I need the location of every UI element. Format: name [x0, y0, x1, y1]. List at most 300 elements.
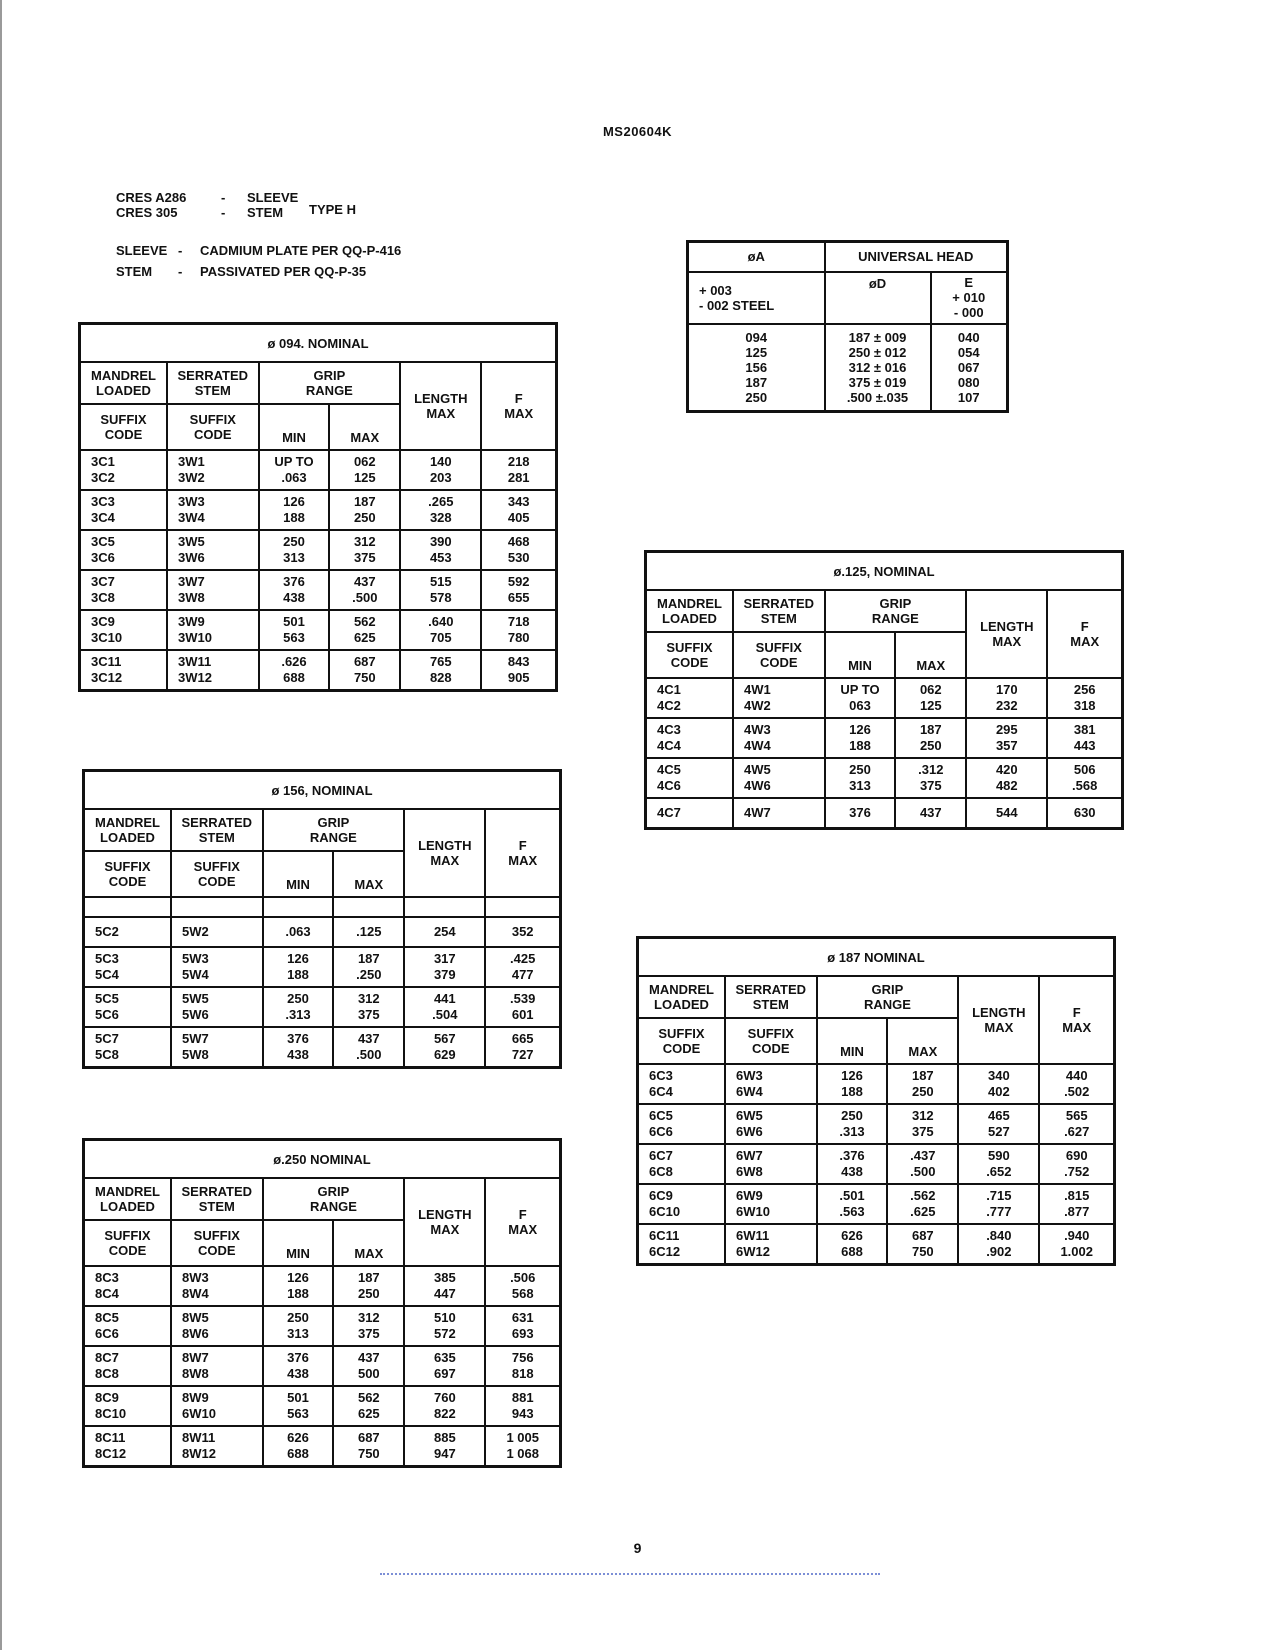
- grip-max: [333, 1306, 404, 1346]
- cell-line: 437: [919, 805, 942, 820]
- grip-min: [263, 1426, 334, 1467]
- cell-line: 8C9: [95, 1390, 119, 1405]
- hdr-code: CODE: [108, 1243, 147, 1258]
- mandrel-code: [646, 718, 733, 758]
- hdr-max: MAX: [329, 404, 400, 450]
- hdr-f-1: F: [518, 1207, 527, 1222]
- table-row: [84, 987, 561, 1027]
- table-row: [80, 570, 557, 610]
- cell-line: .376: [839, 1148, 865, 1163]
- grip-max: [895, 678, 966, 718]
- e-value: 054: [957, 344, 980, 360]
- cell-line: 6C9: [649, 1188, 673, 1203]
- cell-line: 905: [507, 670, 530, 685]
- cell-line: 818: [511, 1366, 534, 1381]
- cell-line: 6C4: [649, 1084, 673, 1099]
- length-max: [400, 570, 481, 610]
- finish-row-stem: [116, 261, 401, 282]
- document-id: MS20604K: [602, 124, 673, 139]
- cell-line: 295: [995, 722, 1018, 737]
- cell-line: 254: [433, 924, 456, 939]
- cell-line: 1 005: [506, 1430, 539, 1445]
- hdr-suffix: SUFFIX: [104, 1228, 151, 1243]
- stem-code: [167, 450, 259, 490]
- grip-min: [259, 610, 330, 650]
- finish-part: SLEEVE: [116, 243, 168, 258]
- cell-line: 6C3: [649, 1068, 673, 1083]
- cell-line: 515: [429, 574, 452, 589]
- head-col-d: øD: [825, 272, 931, 324]
- finish-spec: PASSIVATED PER QQ-P-35: [200, 264, 367, 279]
- cell-line: 187: [911, 1068, 934, 1083]
- material-part: STEM: [247, 205, 284, 220]
- table-row: [84, 1426, 561, 1467]
- cell-line: .640: [428, 614, 454, 629]
- cell-line: .425: [510, 951, 536, 966]
- mandrel-code: [84, 1266, 171, 1306]
- cell-line: 3W7: [177, 574, 205, 589]
- head-universal: UNIVERSAL HEAD: [825, 242, 1008, 272]
- cell-line: 375: [357, 1007, 380, 1022]
- table-row: [638, 1104, 1115, 1144]
- hdr-mandrel-1: MANDREL: [90, 368, 156, 383]
- cell-line: 1.002: [1060, 1244, 1093, 1259]
- cell-line: 562: [353, 614, 376, 629]
- cell-line: 187: [357, 1270, 380, 1285]
- length-max: [404, 917, 485, 947]
- table-title: ø 094. NOMINAL: [80, 324, 557, 363]
- cell-line: 626: [287, 1430, 309, 1445]
- cell-line: 8W11: [181, 1430, 216, 1445]
- cell-line: 187: [353, 494, 376, 509]
- hdr-length-2: MAX: [984, 1020, 1014, 1035]
- footer-rule: [380, 1573, 880, 1575]
- length-max: [966, 798, 1047, 829]
- cell-line: .500: [356, 1047, 382, 1062]
- cell-line: 8C10: [95, 1406, 127, 1421]
- cell-line: 125: [353, 470, 376, 485]
- cell-line: 750: [357, 1446, 380, 1461]
- hdr-code: CODE: [194, 427, 232, 442]
- cell-line: 126: [841, 1068, 863, 1083]
- cell-line: 188: [287, 1286, 309, 1301]
- cell-line: 232: [995, 698, 1018, 713]
- cell-line: 8W7: [181, 1350, 209, 1365]
- cell-line: .502: [1064, 1084, 1090, 1099]
- hdr-min: MIN: [263, 851, 334, 897]
- cell-line: 6W12: [735, 1244, 770, 1259]
- hdr-suffix-stem: [171, 1220, 263, 1266]
- cell-line: 438: [287, 1366, 309, 1381]
- hdr-mandrel: [84, 809, 171, 851]
- grip-max: [329, 610, 400, 650]
- cell-line: 8C3: [95, 1270, 119, 1285]
- cell-line: 062: [919, 682, 942, 697]
- grip-max: [895, 718, 966, 758]
- hdr-length: [966, 590, 1047, 678]
- stem-code: [171, 1386, 263, 1426]
- stem-code: [167, 490, 259, 530]
- hdr-grip-1: GRIP: [313, 368, 346, 383]
- cell-line: 376: [283, 574, 305, 589]
- grip-max: [333, 987, 404, 1027]
- head-e-values: [931, 324, 1008, 412]
- length-max: [404, 947, 485, 987]
- cell-line: .625: [910, 1204, 936, 1219]
- cell-line: 381: [1073, 722, 1096, 737]
- f-max: [485, 1027, 560, 1068]
- cell-line: 6W3: [735, 1068, 763, 1083]
- cell-line: 8C7: [95, 1350, 119, 1365]
- f-max: [1039, 1104, 1114, 1144]
- cell-line: .877: [1064, 1204, 1090, 1219]
- cell-line: .312: [918, 762, 944, 777]
- hdr-length: [958, 976, 1039, 1064]
- grip-min: [263, 1266, 334, 1306]
- grip-min: [263, 1346, 334, 1386]
- cell-line: 665: [511, 1031, 534, 1046]
- cell-line: 352: [511, 924, 534, 939]
- table-row: [646, 758, 1123, 798]
- cell-line: 312: [353, 534, 376, 549]
- stem-code: [171, 947, 263, 987]
- hdr-serrated-1: SERRATED: [177, 368, 249, 383]
- hdr-mandrel-1: MANDREL: [656, 596, 722, 611]
- cell-line: .568: [1072, 778, 1098, 793]
- cell-line: 6C6: [649, 1124, 673, 1139]
- hdr-f: [485, 809, 560, 897]
- table-row: [646, 678, 1123, 718]
- grip-min: [263, 1386, 334, 1426]
- material-sep: -: [221, 205, 226, 220]
- cell-line: 3W12: [177, 670, 212, 685]
- hdr-min: MIN: [825, 632, 896, 678]
- cell-line: .626: [281, 654, 307, 669]
- hdr-length-1: LENGTH: [418, 838, 472, 853]
- table-row: [638, 1144, 1115, 1184]
- table-row: [80, 610, 557, 650]
- cell-line: 379: [433, 967, 456, 982]
- grip-max: [887, 1144, 958, 1184]
- d-value: 250 ± 012: [848, 344, 907, 360]
- f-max: [1039, 1064, 1114, 1104]
- stem-code: [171, 987, 263, 1027]
- hdr-suffix: SUFFIX: [104, 859, 151, 874]
- spacer-cell: [404, 897, 485, 917]
- f-max: [1047, 798, 1122, 829]
- head-col-e: [931, 272, 1008, 324]
- mandrel-code: [84, 1306, 171, 1346]
- hdr-serrated-2: STEM: [198, 1199, 235, 1214]
- stem-code: [171, 1306, 263, 1346]
- cell-line: 437: [357, 1350, 380, 1365]
- f-max: [1047, 758, 1122, 798]
- f-max: [1039, 1144, 1114, 1184]
- cell-line: 6W10: [735, 1204, 770, 1219]
- table-row: [80, 450, 557, 490]
- length-max: [966, 758, 1047, 798]
- hdr-grip-1: GRIP: [871, 982, 904, 997]
- hdr-min: MIN: [263, 1220, 334, 1266]
- hdr-mandrel: [646, 590, 733, 632]
- stem-code: [733, 678, 825, 718]
- cell-line: 3C1: [91, 454, 115, 469]
- cell-line: 313: [287, 1326, 309, 1341]
- hdr-code: CODE: [198, 1243, 236, 1258]
- cell-line: 063: [849, 698, 871, 713]
- cell-line: 8W9: [181, 1390, 209, 1405]
- hdr-grip-1: GRIP: [317, 815, 350, 830]
- e-value: 040: [957, 329, 980, 345]
- cell-line: 8W4: [181, 1286, 209, 1301]
- hdr-f-1: F: [1072, 1005, 1081, 1020]
- cell-line: 126: [283, 494, 305, 509]
- hdr-suffix: SUFFIX: [747, 1026, 794, 1041]
- f-max: [485, 1306, 560, 1346]
- hdr-length-1: LENGTH: [980, 619, 1034, 634]
- cell-line: 567: [433, 1031, 456, 1046]
- cell-line: 405: [507, 510, 530, 525]
- f-max: [481, 450, 556, 490]
- mandrel-code: [638, 1144, 725, 1184]
- cell-line: 453: [429, 550, 452, 565]
- cell-line: 3W4: [177, 510, 205, 525]
- hdr-serrated: [167, 362, 259, 404]
- cell-line: 8C5: [95, 1310, 119, 1325]
- cell-line: 750: [353, 670, 376, 685]
- cell-line: 4C1: [657, 682, 681, 697]
- cell-line: 281: [507, 470, 530, 485]
- cell-line: 6C6: [95, 1326, 119, 1341]
- cell-line: 3W6: [177, 550, 205, 565]
- cell-line: 312: [911, 1108, 934, 1123]
- grip-max: [895, 758, 966, 798]
- cell-line: .500: [910, 1164, 936, 1179]
- hdr-f: [1047, 590, 1122, 678]
- cell-line: 203: [429, 470, 452, 485]
- cell-line: 3C4: [91, 510, 115, 525]
- mandrel-code: [638, 1064, 725, 1104]
- table-title: ø.250 NOMINAL: [84, 1140, 561, 1179]
- cell-line: 563: [283, 630, 305, 645]
- f-max: [481, 490, 556, 530]
- hdr-code: CODE: [662, 1041, 701, 1056]
- hdr-f: [481, 362, 556, 450]
- cell-line: 312: [357, 1310, 380, 1325]
- hdr-mandrel-1: MANDREL: [94, 1184, 160, 1199]
- cell-line: .313: [285, 1007, 311, 1022]
- grip-max: [333, 1426, 404, 1467]
- hdr-suffix: SUFFIX: [666, 640, 713, 655]
- grip-max: [329, 650, 400, 691]
- cell-line: 4W1: [743, 682, 771, 697]
- grip-max: [329, 490, 400, 530]
- cell-line: .313: [839, 1124, 865, 1139]
- hdr-grip-1: GRIP: [879, 596, 912, 611]
- grip-min: [817, 1144, 888, 1184]
- cell-line: 6C8: [649, 1164, 673, 1179]
- cell-line: 188: [841, 1084, 863, 1099]
- grip-max: [887, 1224, 958, 1265]
- cell-line: 3W8: [177, 590, 205, 605]
- cell-line: 256: [1073, 682, 1096, 697]
- cell-line: 5C8: [95, 1047, 119, 1062]
- stem-code: [725, 1144, 817, 1184]
- cell-line: 4W3: [743, 722, 771, 737]
- cell-line: .715: [986, 1188, 1012, 1203]
- hdr-code: CODE: [108, 874, 147, 889]
- cell-line: 5C7: [95, 1031, 119, 1046]
- cell-line: .562: [910, 1188, 936, 1203]
- cell-line: 8C8: [95, 1366, 119, 1381]
- rivet-type: TYPE H: [309, 202, 356, 217]
- finish-row-sleeve: [116, 240, 401, 261]
- cell-line: .902: [986, 1244, 1012, 1259]
- grip-max: [333, 1266, 404, 1306]
- hdr-max: MAX: [333, 1220, 404, 1266]
- cell-line: 6W4: [735, 1084, 763, 1099]
- cell-line: 3C7: [91, 574, 115, 589]
- cell-line: 843: [507, 654, 530, 669]
- cell-line: 705: [429, 630, 452, 645]
- cell-line: 3W5: [177, 534, 205, 549]
- mandrel-code: [80, 450, 167, 490]
- head-col-a: øA: [688, 242, 825, 272]
- grip-max: [333, 947, 404, 987]
- e-tol-minus: - 000: [953, 305, 984, 320]
- hdr-f-2: MAX: [1062, 1020, 1092, 1035]
- cell-line: 530: [507, 550, 530, 565]
- hdr-serrated: [725, 976, 817, 1018]
- cell-line: 6W8: [735, 1164, 763, 1179]
- hdr-length: [404, 1178, 485, 1266]
- hdr-suffix-mandrel: [646, 632, 733, 678]
- cell-line: 313: [849, 778, 871, 793]
- cell-line: 447: [433, 1286, 456, 1301]
- spacer-cell: [171, 897, 263, 917]
- cell-line: 375: [357, 1326, 380, 1341]
- cell-line: 578: [429, 590, 452, 605]
- cell-line: 6W9: [735, 1188, 763, 1203]
- cell-line: 947: [433, 1446, 456, 1461]
- mandrel-code: [84, 947, 171, 987]
- hdr-mandrel: [80, 362, 167, 404]
- hdr-suffix-mandrel: [638, 1018, 725, 1064]
- cell-line: UP TO: [840, 682, 880, 697]
- hdr-code: CODE: [760, 655, 798, 670]
- cell-line: 688: [283, 670, 305, 685]
- length-max: [404, 1266, 485, 1306]
- grip-max: [887, 1064, 958, 1104]
- hdr-max: MAX: [895, 632, 966, 678]
- cell-line: 3W3: [177, 494, 205, 509]
- hdr-serrated-2: STEM: [760, 611, 797, 626]
- cell-line: 250: [353, 510, 376, 525]
- hdr-serrated: [733, 590, 825, 632]
- grip-min: [263, 947, 334, 987]
- cell-line: .501: [839, 1188, 865, 1203]
- cell-line: 500: [357, 1366, 380, 1381]
- length-max: [404, 1346, 485, 1386]
- length-max: [400, 610, 481, 650]
- hdr-grip: [817, 976, 959, 1018]
- finish-spec: CADMIUM PLATE PER QQ-P-416: [200, 243, 402, 258]
- grip-max: [887, 1104, 958, 1144]
- cell-line: 3C3: [91, 494, 115, 509]
- cell-line: 187: [357, 951, 380, 966]
- cell-line: 8C12: [95, 1446, 127, 1461]
- hdr-serrated: [171, 1178, 263, 1220]
- material-row-sleeve: [116, 190, 298, 205]
- stem-code: [733, 718, 825, 758]
- finish-block: [116, 240, 401, 282]
- cell-line: 312: [357, 991, 380, 1006]
- stem-code: [171, 1266, 263, 1306]
- cell-line: 4C3: [657, 722, 681, 737]
- stem-code: [725, 1104, 817, 1144]
- grip-min: [259, 570, 330, 610]
- table-row: [84, 1386, 561, 1426]
- length-max: [966, 718, 1047, 758]
- cell-line: 527: [987, 1124, 1010, 1139]
- hdr-f: [485, 1178, 560, 1266]
- cell-line: .627: [1064, 1124, 1090, 1139]
- grip-min: [825, 758, 896, 798]
- hdr-suffix: SUFFIX: [193, 1228, 240, 1243]
- hdr-suffix-mandrel: [84, 1220, 171, 1266]
- tol-plus: + 003: [699, 282, 732, 298]
- cell-line: .840: [986, 1228, 1012, 1243]
- material-row-stem: [116, 205, 298, 220]
- hdr-grip-2: RANGE: [871, 611, 919, 626]
- mandrel-code: [638, 1104, 725, 1144]
- cell-line: 6C7: [649, 1148, 673, 1163]
- hdr-code: CODE: [104, 427, 143, 442]
- cell-line: 062: [353, 454, 376, 469]
- cell-line: 1 068: [506, 1446, 539, 1461]
- mandrel-code: [80, 530, 167, 570]
- grip-min: [259, 450, 330, 490]
- hdr-mandrel-2: LOADED: [654, 997, 709, 1012]
- hdr-max: MAX: [887, 1018, 958, 1064]
- grip-min: [817, 1104, 888, 1144]
- hdr-code: CODE: [198, 874, 236, 889]
- mandrel-code: [80, 650, 167, 691]
- stem-code: [171, 1346, 263, 1386]
- mandrel-code: [84, 1346, 171, 1386]
- cell-line: 250: [911, 1084, 934, 1099]
- length-max: [404, 1426, 485, 1467]
- stem-code: [725, 1224, 817, 1265]
- nominal-187-table: [636, 936, 1116, 1266]
- universal-head-table: [686, 240, 1009, 413]
- f-max: [481, 650, 556, 691]
- stem-code: [167, 530, 259, 570]
- length-max: [958, 1184, 1039, 1224]
- cell-line: 5C5: [95, 991, 119, 1006]
- e-tol-plus: + 010: [952, 290, 986, 305]
- hdr-grip-1: GRIP: [317, 1184, 350, 1199]
- cell-line: 4W6: [743, 778, 771, 793]
- e-label: E: [964, 275, 974, 290]
- cell-line: 828: [429, 670, 452, 685]
- cell-line: 250: [849, 762, 871, 777]
- page-edge-rule: [0, 0, 2, 1650]
- cell-line: 822: [433, 1406, 456, 1421]
- cell-line: .250: [356, 967, 382, 982]
- cell-line: 376: [287, 1031, 309, 1046]
- cell-line: 5C4: [95, 967, 119, 982]
